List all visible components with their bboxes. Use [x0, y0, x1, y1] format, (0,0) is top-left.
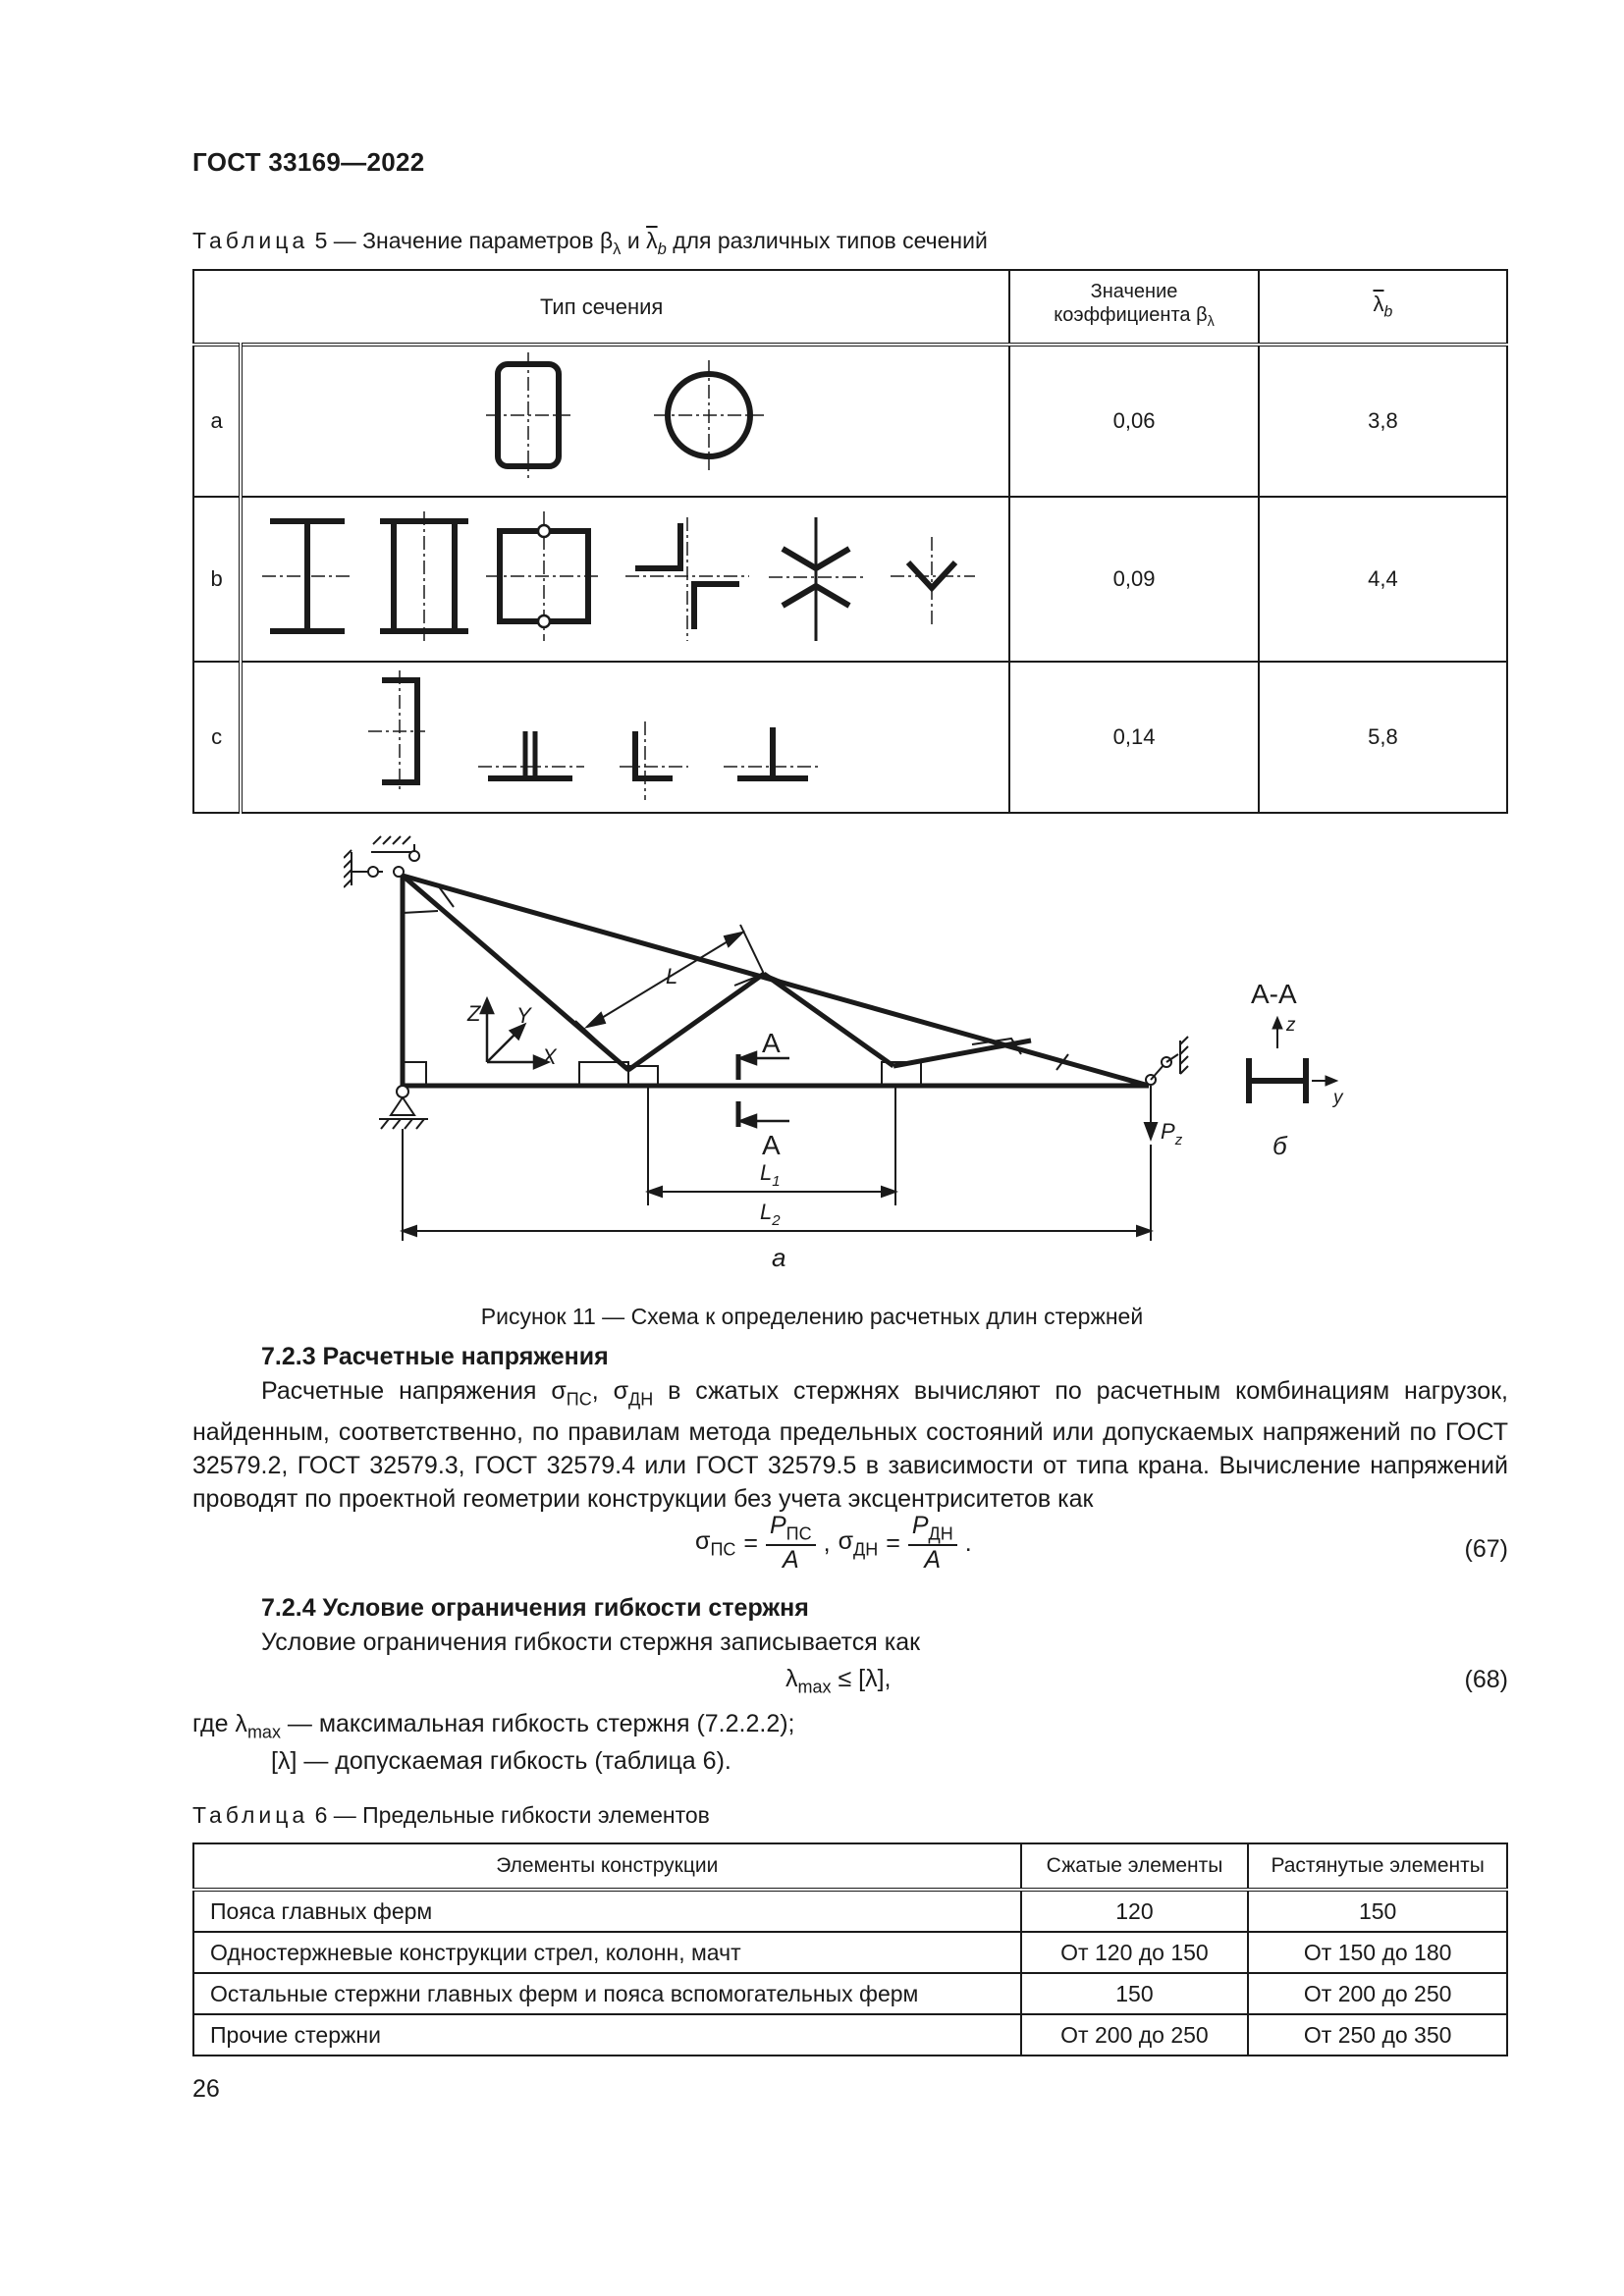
- eq67-equals1: =: [743, 1528, 758, 1557]
- table6-caption: [192, 1802, 710, 1829]
- table6-cell: От 200 до 250: [1248, 1973, 1507, 2014]
- page-number: 26: [192, 2075, 220, 2103]
- eq67-num1-P: P: [769, 1512, 786, 1539]
- table6-header-tensile: Растянутые элементы: [1248, 1843, 1507, 1890]
- eq68-lambda: λ: [785, 1665, 798, 1692]
- table6: [192, 1842, 1508, 2056]
- eq67-num2-P: P: [911, 1512, 929, 1539]
- dimension-label-L1-main: L: [760, 1160, 773, 1185]
- section-label-A-bottom: A: [762, 1130, 781, 1160]
- load-arrow: [1145, 1086, 1157, 1139]
- eq67-sigma2: [839, 1527, 879, 1560]
- p723-sub1: ПС: [566, 1389, 592, 1410]
- table6-cell: 150: [1248, 1890, 1507, 1932]
- section-axis-z: z: [1286, 1015, 1296, 1036]
- table5-row-c-lambda: 5,8: [1259, 662, 1507, 813]
- equation-67: [695, 1512, 972, 1575]
- table-row: [193, 1932, 1507, 1973]
- table5-caption-lambda-sub: b: [657, 239, 667, 258]
- table5-row-c-coef: 0,14: [1009, 662, 1259, 813]
- double-web-section-icon: [380, 511, 468, 641]
- subfigure-label-b: б: [1272, 1131, 1287, 1160]
- equation-67-number: (67): [1464, 1535, 1508, 1563]
- table6-cell: 120: [1021, 1890, 1249, 1932]
- p723-a: Расчетные напряжения σ: [261, 1377, 567, 1405]
- eq67-sigma1-symbol: σ: [695, 1526, 711, 1555]
- where1-b: — максимальная гибкость стержня (7.2.2.2);: [280, 1710, 795, 1737]
- section-label-A-top: A: [762, 1028, 781, 1058]
- table5-header-lambda-sub: b: [1383, 303, 1393, 321]
- table5-header-lambda: [1259, 270, 1507, 345]
- load-label-Pz: [1161, 1119, 1183, 1148]
- table5-row-b-label: b: [193, 497, 241, 662]
- table5-header-coef-word: коэффициента: [1054, 303, 1191, 326]
- p723-c: в сжатых стержнях вычисляют по расчетным комбинациям нагрузок, найденным, соответственно, по правилам метода предельных состояний или допускаемых напряжений по ГОСТ 32579.2, ГОСТ 32579.3, ГОСТ 32579.4 или ГОСТ 32579.5 в зависимости от типа крана. Вычисление напряжений проводят по проектной геометрии конструкции без учета эксцентриситетов как: [192, 1377, 1508, 1514]
- table5-caption-rest: 5 — Значение параметров: [314, 228, 594, 253]
- member-length-dimension: [575, 925, 764, 1070]
- dimension-label-L1: [760, 1160, 781, 1190]
- eq67-num2-sub: ДН: [928, 1523, 953, 1544]
- table5-caption-and: и: [626, 228, 640, 253]
- where-line-1: [192, 1710, 795, 1742]
- table6-cell: Одностержневые конструкции стрел, колонн, мачт: [193, 1932, 1021, 1973]
- eq67-sigma2-sub: ДН: [853, 1538, 879, 1559]
- equation-68: [785, 1665, 891, 1697]
- load-label-P: P: [1161, 1119, 1175, 1144]
- double-angle-section-icon: [625, 517, 749, 641]
- table5-caption: [192, 228, 988, 259]
- table5-row-a-lambda: 3,8: [1259, 345, 1507, 497]
- eq67-sigma2-symbol: σ: [838, 1526, 853, 1555]
- eq67-num1: [766, 1512, 816, 1546]
- pinned-box-section-icon: [486, 511, 602, 641]
- axis-label-Y: Y: [516, 1003, 531, 1028]
- table6-cell: Пояса главных ферм: [193, 1890, 1021, 1932]
- i-beam-section-icon: [262, 521, 352, 631]
- table5-row-c-shapes: [241, 662, 1009, 813]
- dimension-label-L2-sub: 2: [772, 1212, 781, 1229]
- eq67-sigma1-sub: ПС: [710, 1538, 736, 1559]
- pin-support-icon: [379, 1086, 428, 1129]
- section-shapes-a: [243, 347, 1008, 490]
- table-row: [193, 1973, 1507, 2014]
- eq67-fraction2: [908, 1512, 957, 1575]
- table-row: [193, 2014, 1507, 2056]
- subfigure-label-a: а: [772, 1243, 786, 1272]
- table6-header-compressed: Сжатые элементы: [1021, 1843, 1249, 1890]
- table6-header-elements: Элементы конструкции: [193, 1843, 1021, 1890]
- eq67-den2: A: [924, 1546, 942, 1575]
- table5-caption-beta-sub: λ: [613, 239, 622, 258]
- eq68-sub: max: [797, 1677, 832, 1697]
- table6-caption-word: Таблица: [192, 1802, 309, 1828]
- table-row: [193, 1890, 1507, 1932]
- table5-header-coef: [1009, 270, 1259, 345]
- eq67-separator: ,: [823, 1528, 831, 1557]
- section-shapes-b: [243, 498, 1008, 655]
- p723-sub2: ДН: [628, 1389, 654, 1410]
- dimension-label-L2: [760, 1200, 781, 1229]
- section-title: А-А: [1251, 979, 1297, 1009]
- table5-row-a-coef: 0,06: [1009, 345, 1259, 497]
- section-shapes-c: [243, 663, 1008, 806]
- section-723-paragraph: [192, 1374, 1508, 1516]
- single-angle-section-icon: [891, 537, 975, 625]
- axis-label-Z: Z: [467, 1001, 481, 1026]
- table5-header-type: Тип сечения: [193, 270, 1009, 345]
- eq67-num2: [908, 1512, 957, 1546]
- table5-header-coef-sub: λ: [1207, 314, 1215, 331]
- table6-cell: Прочие стержни: [193, 2014, 1021, 2056]
- eq67-equals2: =: [886, 1528, 900, 1557]
- angle-section-icon: [620, 721, 688, 800]
- dimension-label-L2-main: L: [760, 1200, 773, 1224]
- table5-header-coef-line1: Значение: [1090, 280, 1178, 302]
- table5-row-b-coef: 0,09: [1009, 497, 1259, 662]
- section-724-paragraph: Условие ограничения гибкости стержня записывается как: [261, 1629, 921, 1656]
- table5-caption-end: для различных типов сечений: [673, 228, 988, 253]
- table5: [192, 269, 1508, 814]
- figure-11: [344, 834, 1375, 1282]
- where1-a: где λ: [192, 1710, 247, 1737]
- channel-section-icon: [368, 670, 425, 792]
- table5-row-b-shapes: [241, 497, 1009, 662]
- table5-row-b-lambda: 4,4: [1259, 497, 1507, 662]
- load-label-sub: z: [1174, 1132, 1183, 1148]
- table5-caption-lambda: $\overline{\lambda}$: [646, 228, 658, 253]
- table5-caption-beta: β: [599, 228, 614, 253]
- table6-cell: От 120 до 150: [1021, 1932, 1249, 1973]
- table6-cell: От 250 до 350: [1248, 2014, 1507, 2056]
- p723-b: , σ: [591, 1377, 628, 1405]
- section-723-title: 7.2.3 Расчетные напряжения: [261, 1343, 609, 1370]
- eq67-sigma1: [695, 1527, 735, 1560]
- axis-label-X: X: [542, 1044, 557, 1069]
- table5-row-c-label: c: [193, 662, 241, 813]
- double-tee-section-icon: [478, 731, 584, 778]
- eq67-end: .: [964, 1528, 972, 1557]
- eq67-fraction1: [766, 1512, 816, 1575]
- table6-cell: От 150 до 180: [1248, 1932, 1507, 1973]
- section-724-title: 7.2.4 Условие ограничения гибкости стержня: [261, 1594, 809, 1622]
- table6-cell: 150: [1021, 1973, 1249, 2014]
- table5-header-coef-beta: β: [1196, 303, 1208, 326]
- cross-angle-section-icon: [769, 517, 863, 641]
- where-line-2: [λ] — допускаемая гибкость (таблица 6).: [271, 1747, 731, 1775]
- gusset-plates: [403, 885, 1068, 1086]
- section-axis-y: y: [1333, 1088, 1343, 1108]
- label-L: L: [666, 964, 678, 988]
- table6-caption-rest: 6 — Предельные гибкости элементов: [314, 1802, 710, 1828]
- table5-row-a-label: a: [193, 345, 241, 497]
- where1-sub: max: [246, 1722, 281, 1742]
- table5-caption-word: Таблица: [192, 228, 309, 253]
- eq68-rest: ≤ [λ],: [831, 1665, 892, 1692]
- figure-caption: Рисунок 11 — Схема к определению расчетных длин стержней: [480, 1304, 1144, 1329]
- table5-header-lambda-symbol: $\overline{\lambda}$: [1373, 292, 1384, 317]
- document-header: ГОСТ 33169—2022: [192, 147, 425, 177]
- eq67-num1-sub: ПС: [785, 1523, 812, 1544]
- tee-section-icon: [724, 727, 822, 778]
- table6-cell: Остальные стержни главных ферм и пояса вспомогательных ферм: [193, 1973, 1021, 2014]
- equation-68-number: (68): [1464, 1666, 1508, 1693]
- table5-row-a-shapes: [241, 345, 1009, 497]
- table6-cell: От 200 до 250: [1021, 2014, 1249, 2056]
- right-wall-support-icon: [1146, 1037, 1188, 1085]
- table5-header-coef-line2: [1010, 303, 1258, 334]
- coordinate-axes: [481, 999, 548, 1068]
- eq67-den1: A: [782, 1546, 799, 1575]
- section-arrows: [740, 1052, 789, 1127]
- dimension-label-L1-sub: 1: [772, 1173, 781, 1190]
